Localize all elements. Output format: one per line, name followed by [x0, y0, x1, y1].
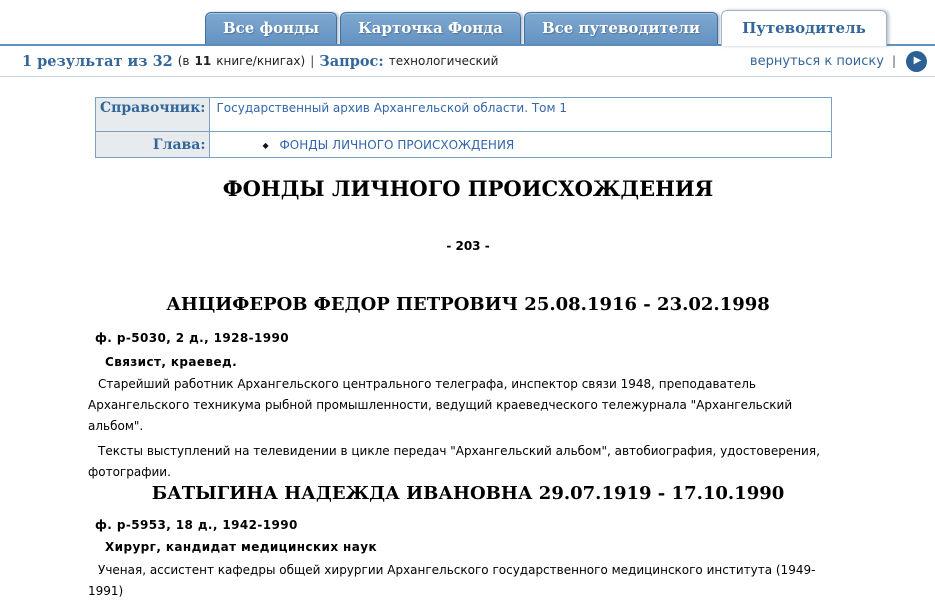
results-summary: [22, 53, 503, 70]
separator: |: [310, 54, 315, 68]
books-prefix: (в: [177, 54, 190, 68]
reference-book-label: Справочник:: [96, 98, 210, 132]
books-suffix: книге/книгах): [216, 54, 306, 68]
fond-reference: ф. р-5953, 18 д., 1942-1990: [95, 518, 298, 532]
table-row: [96, 132, 832, 158]
fond-reference: ф. р-5030, 2 д., 1928-1990: [95, 331, 290, 345]
chapter-cell: [210, 132, 832, 158]
results-bar: [0, 46, 935, 77]
tab-fond-card[interactable]: Карточка Фонда: [340, 12, 521, 44]
tab-guide-active[interactable]: Путеводитель: [721, 10, 887, 46]
pipe-separator: |: [891, 54, 896, 68]
occupation-line: Хирург, кандидат медицинских наук: [105, 540, 378, 554]
results-count: 1 результат из 32: [22, 52, 173, 70]
query-value: технологический: [388, 54, 499, 68]
entry-paragraph: Тексты выступлений на телевидении в цикле передач "Архангельский альбом", автобиография, удостоверения, фотографии.: [88, 444, 820, 479]
page-number: - 203 -: [446, 239, 490, 253]
tab-all-fonds[interactable]: Все фонды: [205, 12, 337, 44]
query-label: Запрос:: [319, 52, 384, 70]
reference-book-cell: [210, 98, 832, 132]
document-title: ФОНДЫ ЛИЧНОГО ПРОИСХОЖДЕНИЯ: [222, 176, 714, 201]
books-count: 11: [194, 54, 212, 68]
chapter-label: Глава:: [96, 132, 210, 158]
document-content: [0, 177, 935, 602]
guide-info-table: [95, 97, 832, 158]
tab-all-guides[interactable]: Все путеводители: [524, 12, 718, 44]
results-actions: [750, 51, 927, 72]
entry-heading: АНЦИФЕРОВ ФЕДОР ПЕТРОВИЧ 25.08.1916 - 23.02.1998: [166, 294, 770, 315]
table-row: [96, 98, 832, 132]
entry-paragraph: Ученая, ассистент кафедры общей хирургии Архангельского государственного медицинского института (1949-1991): [88, 563, 816, 598]
reference-book-link[interactable]: Государственный архив Архангельской области. Том 1: [216, 101, 568, 115]
entry-paragraph: Старейший работник Архангельского центрального телеграфа, инспектор связи 1948, преподаватель Архангельского техникума рыбной промышленности, ведущий краеведческого тележурнала "Архангельский альбом".: [88, 377, 793, 433]
occupation-line: Связист, краевед.: [105, 355, 238, 369]
play-arrow-icon: ▶: [913, 55, 922, 66]
back-to-search-link[interactable]: вернуться к поиску: [749, 53, 884, 69]
diamond-bullet-icon: ◆: [262, 140, 269, 150]
entry-heading: БАТЫГИНА НАДЕЖДА ИВАНОВНА 29.07.1919 - 17.10.1990: [151, 483, 785, 504]
chapter-link[interactable]: ФОНДЫ ЛИЧНОГО ПРОИСХОЖДЕНИЯ: [279, 137, 515, 152]
next-result-button[interactable]: [906, 51, 927, 72]
tab-bar: [0, 0, 935, 46]
